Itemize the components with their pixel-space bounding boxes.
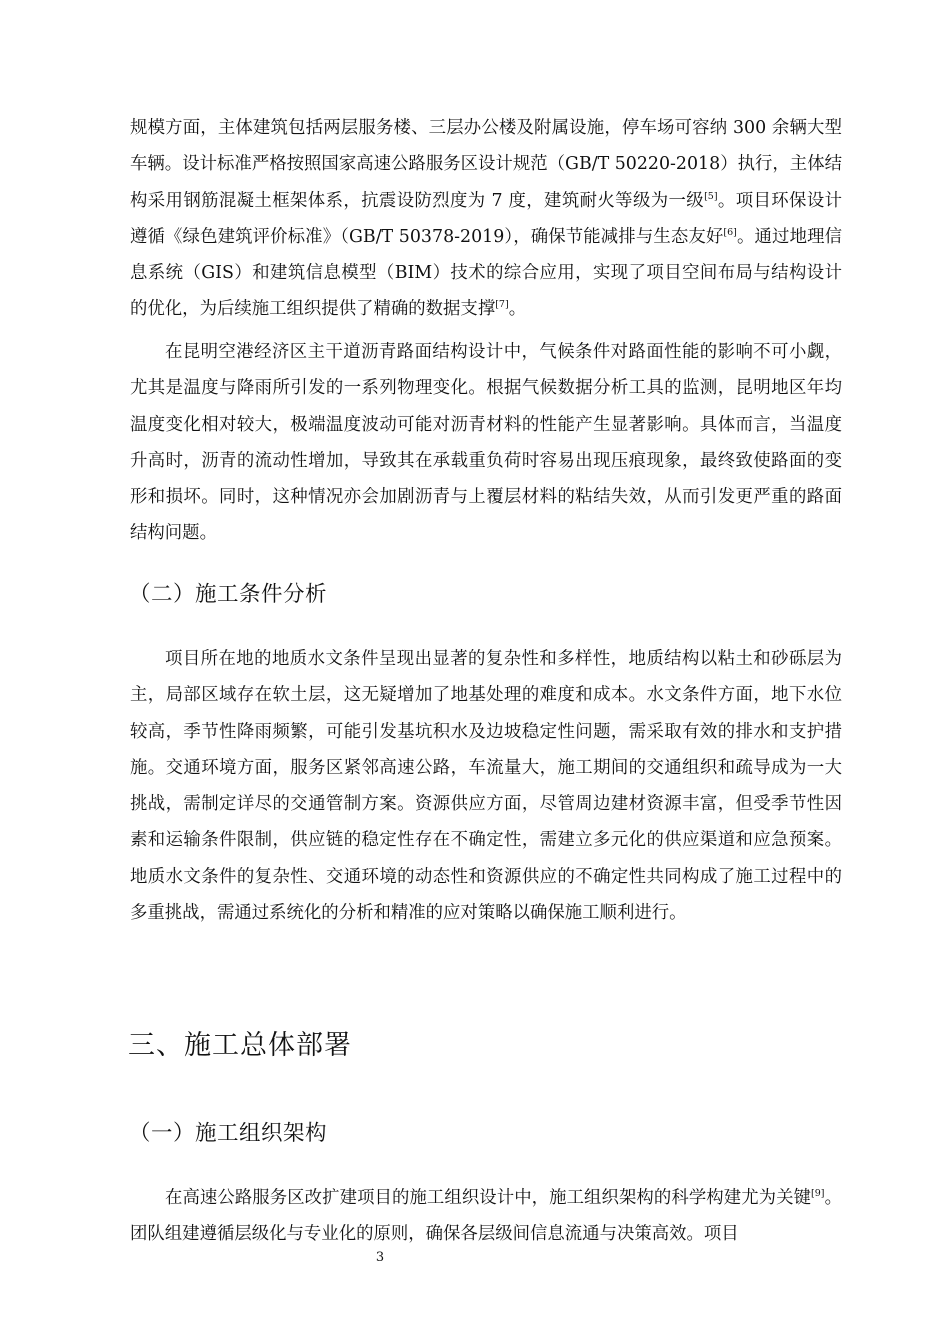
paragraph-climate: 在昆明空港经济区主干道沥青路面结构设计中，气候条件对路面性能的影响不可小觑，尤其是温度与降雨所引发的一系列物理变化。根据气候数据分析工具的监测，昆明地区年均温度变化相对较大，极端温度波动可能对沥青材料的性能产生显著影响。具体而言，当温度升高时，沥青的流动性增加，导致其在承载重负荷时容易出现压痕现象，最终致使路面的变形和损坏。同时，这种情况亦会加剧沥青与上覆层材料的粘结失效，从而引发更严重的路面结构问题。 <box>130 342 842 544</box>
chapter-heading-overall-deployment: 三、施工总体部署 <box>128 1030 352 1061</box>
paragraph-site-conditions: 项目所在地的地质水文条件呈现出显著的复杂性和多样性，地质结构以粘土和砂砾层为主，局部区域存在软土层，这无疑增加了地基处理的难度和成本。水文条件方面，地下水位较高，季节性降雨频繁，可能引发基坑积水及边坡稳定性问题，需采取有效的排水和支护措施。交通环境方面，服务区紧邻高速公路，车流量大，施工期间的交通组织和疏导成为一大挑战，需制定详尽的交通管制方案。资源供应方面，尽管周边建材资源丰富，但受季节性因素和运输条件限制，供应链的稳定性存在不确定性，需建立多元化的供应渠道和应急预案。地质水文条件的复杂性、交通环境的动态性和资源供应的不确定性共同构成了施工过程中的多重挑战，需通过系统化的分析和精准的应对策略以确保施工顺利进行。 <box>130 649 842 924</box>
page-number: 3 <box>375 1250 385 1265</box>
paragraph-text: 在高速公路服务区改扩建项目的施工组织设计中，施工组织架构的科学构建尤为关键 <box>165 1188 812 1208</box>
paragraph-text: 。项目环保设计遵循《绿色建筑评价标准》（GB/T 50378-2019），确保节能减排与生态友好 <box>130 190 842 247</box>
citation-ref: [9] <box>811 1188 825 1199</box>
section-heading-construction-conditions: （二）施工条件分析 <box>129 582 328 607</box>
citation-ref: [6] <box>723 226 737 238</box>
paragraph-text: 规模方面，主体建筑包括两层服务楼、三层办公楼及附属设施，停车场可容纳 300 余辆大型车辆。设计标准严格按照国家高速公路服务区设计规范（GB/T 50220-2018）执行，主体结构采用钢筋混凝土框架体系，抗震设防烈度为 7 度，建筑耐火等级为一级 <box>130 118 842 211</box>
paragraph-text: 。 <box>508 299 527 320</box>
section-heading-org-structure: （一）施工组织架构 <box>129 1121 328 1146</box>
citation-ref: [7] <box>495 299 509 311</box>
paragraph-text: 。通过地理信息系统（GIS）和建筑信息模型（BIM）技术的综合应用，实现了项目空间布局与结构设计的优化，为后续施工组织提供了精确的数据支撑 <box>130 226 842 320</box>
paragraph-project-scale <box>130 110 842 328</box>
citation-ref: [5] <box>704 190 718 202</box>
paragraph-org-structure <box>130 1180 842 1253</box>
paragraph-text: 。团队组建遵循层级化与专业化的原则，确保各层级间信息流通与决策高效。项目 <box>130 1188 842 1245</box>
